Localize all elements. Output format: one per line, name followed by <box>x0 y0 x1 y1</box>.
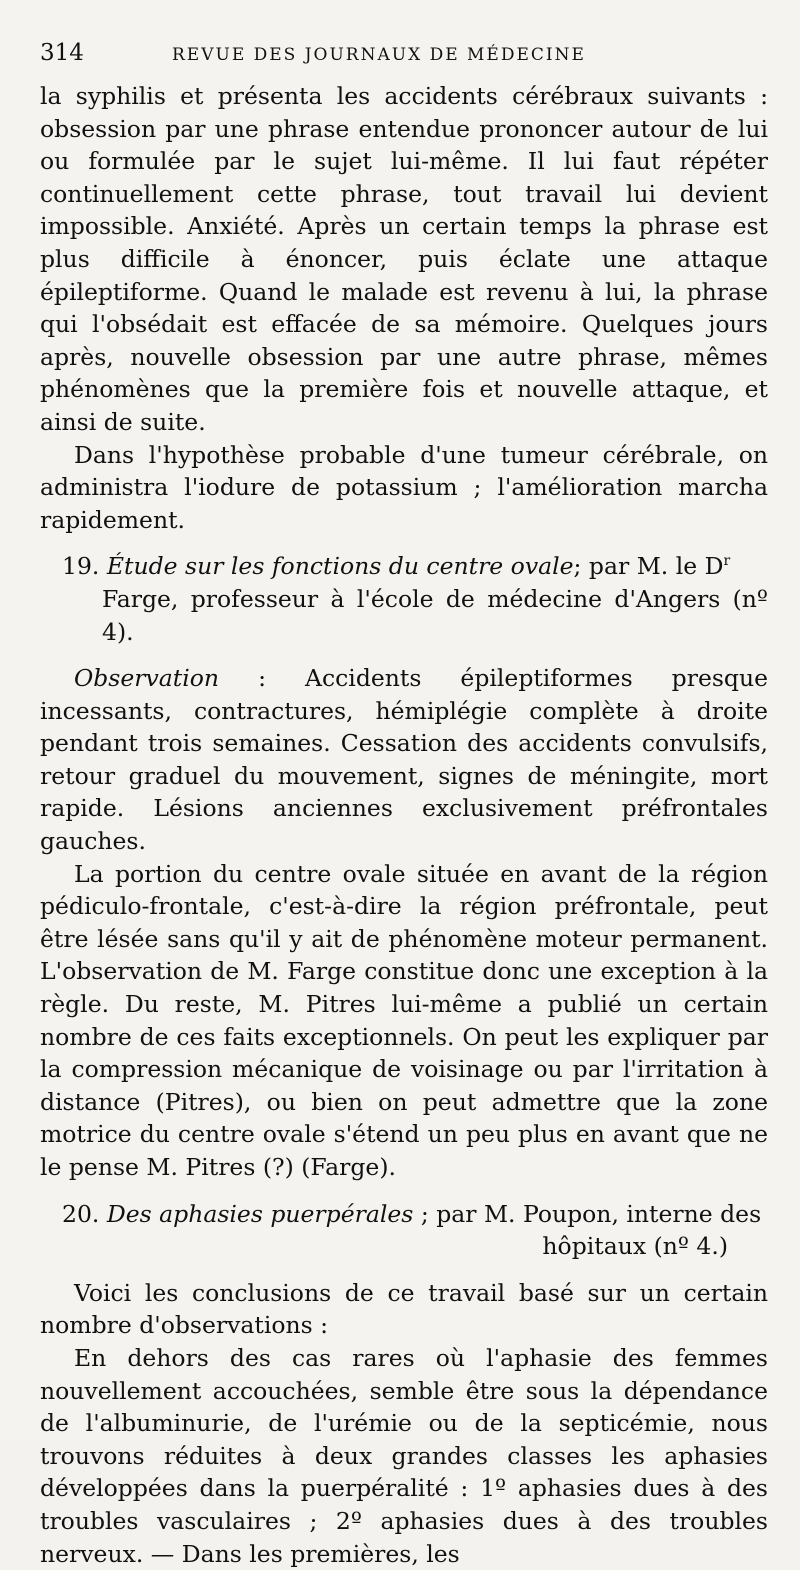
entry-19-title: Étude sur les fonctions du centre ovale <box>106 552 574 581</box>
entry-20-heading <box>40 1198 768 1231</box>
observation-text: : Accidents épileptiformes presque incessants, contractures, hémiplégie complète à droite pendant trois semaines. Cessation des accidents convulsifs, retour graduel du mouvement, signes de méningite, mort rapide. Lésions anciennes exclusivement préfrontales gauches. <box>40 664 768 856</box>
paragraph-centre-ovale: La portion du centre ovale située en avant de la région pédiculo-frontale, c'est-à-dire la région préfrontale, peut être lésée sans qu'il y ait de phénomène moteur permanent. L'observation de M. Farge constitue donc une exception à la règle. Du reste, M. Pitres lui-même a publié un certain nombre de ces faits exceptionnels. On peut les expliquer par la compression mécanique de voisinage ou par l'irritation à distance (Pitres), ou bien on peut admettre que la zone motrice du centre ovale s'étend un peu plus en avant que ne le pense M. Pitres (?) (Farge). <box>40 859 768 1181</box>
entry-20-number: 20. <box>62 1199 100 1228</box>
entry-19-continuation: Farge, professeur à l'école de médecine d'Angers (nº 4). <box>102 584 768 646</box>
paragraph-hypothesis: Dans l'hypothèse probable d'une tumeur cérébrale, on administra l'iodure de potassium ; l'amélioration marcha rapidement. <box>40 440 768 534</box>
entry-19-author: ; par M. le D <box>573 552 724 581</box>
paragraph-conclusions-intro: Voici les conclusions de ce travail basé sur un certain nombre d'observations : <box>40 1278 768 1340</box>
paragraph-syphilis-case: la syphilis et présenta les accidents cérébraux suivants : obsession par une phrase entendue prononcer autour de lui ou formulée par le sujet lui-même. Il lui faut répéter continuellement cette phrase, tout travail lui devient impossible. Anxiété. Après un certain temps la phrase est plus difficile à énoncer, puis éclate une attaque épileptiforme. Quand le malade est revenu à lui, la phrase qui l'obsédait est effacée de sa mémoire. Quelques jours après, nouvelle obsession par une autre phrase, mêmes phénomènes que la première fois et nouvelle attaque, et ainsi de suite. <box>40 82 768 436</box>
paragraph-observation <box>40 662 768 858</box>
entry-20-title: Des aphasies puerpérales <box>106 1199 414 1228</box>
entry-19-author-sup: r <box>723 553 731 570</box>
page-number: 314 <box>40 40 84 66</box>
page-header <box>40 40 768 80</box>
paragraph-aphasia-classes: En dehors des cas rares où l'aphasie des femmes nouvellement accouchées, semble être sous la dépendance de l'albuminurie, de l'urémie ou de la septicémie, nous trouvons réduites à deux grandes classes les aphasies développées dans la puerpéralité : 1º aphasies dues à des troubles vasculaires ; 2º aphasies dues à des troubles nerveux. — Dans les premières, les <box>40 1343 768 1568</box>
entry-19-heading <box>40 550 768 583</box>
entry-20-continuation: hôpitaux (nº 4.) <box>542 1232 728 1261</box>
entry-20 <box>40 1198 768 1263</box>
observation-label: Observation <box>74 664 220 693</box>
entry-19-number: 19. <box>62 552 100 581</box>
entry-20-author: ; par M. Poupon, interne des <box>413 1199 762 1228</box>
entry-19 <box>40 550 768 648</box>
running-head: REVUE DES JOURNAUX DE MÉDECINE <box>172 45 586 65</box>
body-text <box>40 80 768 1570</box>
